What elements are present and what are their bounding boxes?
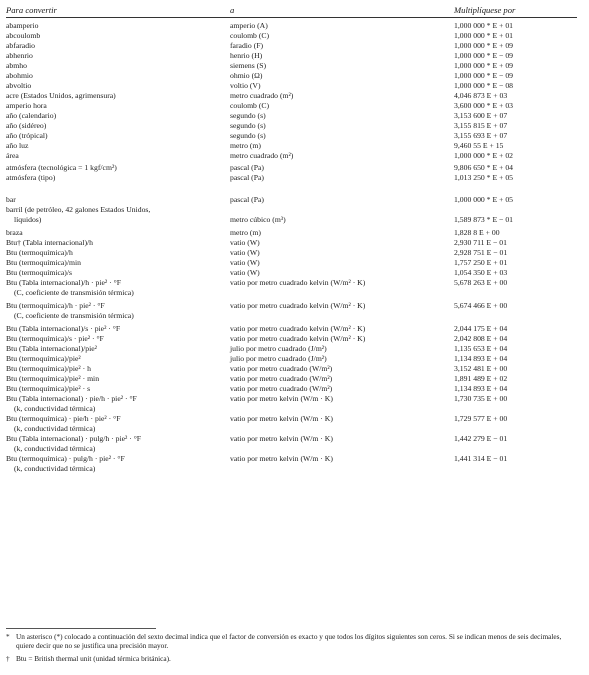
table-row (0, 434, 589, 444)
unit-from: Btu (termoquímica)/pie² · h (6, 364, 91, 373)
unit-to: vatio por metro cuadrado (W/m²) (230, 384, 333, 393)
unit-from: año (sidéreo) (6, 121, 47, 130)
table-row (0, 268, 589, 278)
table-row (0, 71, 589, 81)
table-row (0, 288, 589, 298)
conversion-factor: 1,000 000 * E + 01 (454, 21, 514, 30)
unit-to: vatio (W) (230, 238, 260, 247)
unit-from: Btu (termoquímica)/s (6, 268, 72, 277)
unit-from: atmósfera (tipo) (6, 173, 56, 182)
conversion-factor: 1,891 489 E + 02 (454, 374, 508, 383)
unit-from: líquidos) (14, 215, 42, 224)
conversion-factor: 1,589 873 * E − 01 (454, 215, 514, 224)
table-row (0, 121, 589, 131)
table-row (0, 101, 589, 111)
unit-from: Btu (termoquímica) · pulg/h · pie² · °F (6, 454, 125, 463)
unit-from: (k, conductividad térmica) (14, 464, 96, 473)
unit-to: voltio (V) (230, 81, 261, 90)
table-row (0, 334, 589, 344)
table-row (0, 344, 589, 354)
unit-from: abfaradio (6, 41, 36, 50)
unit-to: segundo (s) (230, 111, 266, 120)
unit-from: braza (6, 228, 23, 237)
unit-from: Btu (termoquímica) · pie/h · pie² · °F (6, 414, 121, 423)
unit-to: coulomb (C) (230, 101, 270, 110)
table-row (0, 354, 589, 364)
table-row (0, 81, 589, 91)
unit-from: bar (6, 195, 16, 204)
table-row (0, 464, 589, 474)
conversion-factor: 1,000 000 * E − 08 (454, 81, 514, 90)
unit-to: amperio (A) (230, 21, 268, 30)
unit-from: área (6, 151, 19, 160)
unit-from: Btu (termoquímica)/h (6, 248, 73, 257)
unit-to: vatio por metro cuadrado kelvin (W/m² · K) (230, 324, 366, 333)
unit-to: vatio (W) (230, 268, 260, 277)
unit-from: Btu (termoquímica)/min (6, 258, 81, 267)
table-row (0, 228, 589, 238)
conversion-factor: 1,013 250 * E + 05 (454, 173, 514, 182)
unit-to: vatio por metro kelvin (W/m · K) (230, 414, 333, 423)
table-header (6, 4, 577, 18)
conversion-factor: 2,930 711 E − 01 (454, 238, 507, 247)
conversion-factor: 1,134 893 E + 04 (454, 384, 508, 393)
unit-from: Btu (termoquímica)/pie² (6, 354, 81, 363)
table-row (0, 301, 589, 311)
footnote (6, 654, 575, 663)
unit-to: pascal (Pa) (230, 163, 264, 172)
conversion-factor: 1,000 000 * E + 05 (454, 195, 514, 204)
table-row (0, 151, 589, 161)
unit-from: (C, coeficiente de transmisión térmica) (14, 288, 134, 297)
unit-from: Btu (termoquímica)/pie² · min (6, 374, 100, 383)
unit-to: julio por metro cuadrado (J/m²) (230, 354, 327, 363)
table-row (0, 61, 589, 71)
footnote-separator (6, 628, 156, 629)
conversion-factor: 1,135 653 E + 04 (454, 344, 508, 353)
conversion-factor: 1,729 577 E + 00 (454, 414, 508, 423)
unit-from: acre (Estados Unidos, agrimensura) (6, 91, 116, 100)
table-row (0, 215, 589, 225)
unit-to: julio por metro cuadrado (J/m²) (230, 344, 327, 353)
unit-to: vatio por metro kelvin (W/m · K) (230, 454, 333, 463)
table-row (0, 394, 589, 404)
footnote-text: Btu = British thermal unit (unidad térmica británica). (16, 654, 171, 663)
table-row (0, 454, 589, 464)
unit-from: año (trópical) (6, 131, 48, 140)
unit-from: Btu† (Tabla internacional)/h (6, 238, 93, 247)
table-row (0, 238, 589, 248)
conversion-factor: 1,441 314 E − 01 (454, 454, 508, 463)
unit-to: segundo (s) (230, 121, 266, 130)
unit-from: atmósfera (tecnológica = 1 kgf/cm²) (6, 163, 117, 172)
unit-to: vatio por metro cuadrado kelvin (W/m² · K) (230, 301, 366, 310)
header-from: Para convertir (6, 5, 57, 15)
table-row (0, 414, 589, 424)
conversion-factor: 3,155 815 E + 07 (454, 121, 508, 130)
table-row (0, 404, 589, 414)
unit-to: vatio (W) (230, 258, 260, 267)
conversion-factor: 9,460 55 E + 15 (454, 141, 504, 150)
unit-to: metro cuadrado (m²) (230, 151, 294, 160)
unit-from: abcoulomb (6, 31, 41, 40)
conversion-factor: 1,000 000 * E + 09 (454, 41, 514, 50)
table-row (0, 173, 589, 183)
table-row (0, 131, 589, 141)
unit-to: vatio por metro cuadrado (W/m²) (230, 364, 333, 373)
unit-from: Btu (Tabla internacional) · pie/h · pie² · °F (6, 394, 137, 403)
unit-from: (k, conductividad térmica) (14, 424, 96, 433)
conversion-factor: 1,828 8 E + 00 (454, 228, 500, 237)
footnote-mark: † (6, 654, 10, 663)
unit-from: amperio hora (6, 101, 47, 110)
table-row (0, 111, 589, 121)
footnote (6, 632, 575, 650)
conversion-factor: 1,134 893 E + 04 (454, 354, 508, 363)
unit-to: vatio por metro cuadrado kelvin (W/m² · K) (230, 334, 366, 343)
unit-to: vatio por metro kelvin (W/m · K) (230, 394, 333, 403)
unit-to: segundo (s) (230, 131, 266, 140)
unit-to: metro cuadrado (m²) (230, 91, 294, 100)
table-row (0, 311, 589, 321)
table-row (0, 444, 589, 454)
unit-from: año (calendario) (6, 111, 57, 120)
conversion-factor: 3,155 693 E + 07 (454, 131, 508, 140)
unit-from: barril (de petróleo, 42 galones Estados Unidos, (6, 205, 151, 214)
table-row (0, 364, 589, 374)
unit-from: Btu (Tabla internacional) · pulg/h · pie² · °F (6, 434, 142, 443)
conversion-factor: 1,054 350 E + 03 (454, 268, 508, 277)
unit-to: siemens (S) (230, 61, 267, 70)
unit-to: metro cúbico (m³) (230, 215, 286, 224)
footnote-mark: * (6, 632, 10, 641)
table-row (0, 141, 589, 151)
conversion-factor: 4,046 873 E + 03 (454, 91, 508, 100)
unit-to: ohmio (Ω) (230, 71, 263, 80)
unit-from: (C, coeficiente de transmisión térmica) (14, 311, 134, 320)
unit-from: año luz (6, 141, 29, 150)
conversion-factor: 2,928 751 E − 01 (454, 248, 508, 257)
conversion-factor: 1,000 000 * E + 02 (454, 151, 514, 160)
unit-to: vatio por metro cuadrado (W/m²) (230, 374, 333, 383)
unit-from: (k, conductividad térmica) (14, 444, 96, 453)
unit-from: abhenrio (6, 51, 33, 60)
table-row (0, 41, 589, 51)
unit-to: pascal (Pa) (230, 195, 264, 204)
unit-to: metro (m) (230, 141, 261, 150)
unit-to: vatio por metro kelvin (W/m · K) (230, 434, 333, 443)
table-row (0, 374, 589, 384)
table-row (0, 384, 589, 394)
unit-from: abamperio (6, 21, 39, 30)
table-row (0, 91, 589, 101)
conversion-factor: 3,600 000 * E + 03 (454, 101, 514, 110)
unit-from: Btu (termoquímica)/pie² · s (6, 384, 91, 393)
unit-to: henrio (H) (230, 51, 263, 60)
conversion-factor: 1,000 000 * E + 01 (454, 31, 514, 40)
table-row (0, 258, 589, 268)
unit-from: Btu (Tabla internacional)/s · pie² · °F (6, 324, 121, 333)
table-row (0, 424, 589, 434)
conversion-factor: 1,000 000 * E − 09 (454, 71, 514, 80)
conversion-factor: 5,678 263 E + 00 (454, 278, 508, 287)
conversion-factor: 2,042 808 E + 04 (454, 334, 508, 343)
unit-from: abmho (6, 61, 27, 70)
conversion-factor: 1,000 000 * E + 09 (454, 61, 514, 70)
unit-to: faradio (F) (230, 41, 264, 50)
table-row (0, 21, 589, 31)
footnote-text: Un asterisco (*) colocado a continuación del sexto decimal indica que el factor de conversión es exacto y que todos los dígitos siguientes son ceros. Si se indican menos de seis decimales, quiere decir que no se justifica una precisión mayor. (16, 632, 562, 651)
conversion-factor: 1,442 279 E − 01 (454, 434, 508, 443)
unit-from: Btu (termoquímica)/s · pie² · °F (6, 334, 104, 343)
unit-from: Btu (Tabla internacional)/pie² (6, 344, 97, 353)
header-to: a (230, 5, 235, 15)
table-row (0, 163, 589, 173)
conversion-factor: 1,730 735 E + 00 (454, 394, 508, 403)
unit-from: Btu (termoquímica)/h · pie² · °F (6, 301, 105, 310)
unit-to: metro (m) (230, 228, 261, 237)
header-factor: Multiplíquese por (454, 5, 516, 15)
table-row (0, 324, 589, 334)
table-row (0, 205, 589, 215)
unit-from: abvoltio (6, 81, 32, 90)
conversion-factor: 1,757 250 E + 01 (454, 258, 508, 267)
unit-from: Btu (Tabla internacional)/h · pie² · °F (6, 278, 121, 287)
unit-from: abohmio (6, 71, 33, 80)
conversion-factor: 3,153 600 E + 07 (454, 111, 508, 120)
unit-to: vatio por metro cuadrado kelvin (W/m² · K) (230, 278, 366, 287)
conversion-factor: 9,806 650 * E + 04 (454, 163, 514, 172)
table-row (0, 195, 589, 205)
table-row (0, 51, 589, 61)
unit-from: (k, conductividad térmica) (14, 404, 96, 413)
conversion-factor: 5,674 466 E + 00 (454, 301, 508, 310)
unit-to: pascal (Pa) (230, 173, 264, 182)
table-row (0, 248, 589, 258)
unit-to: vatio (W) (230, 248, 260, 257)
conversion-factor: 3,152 481 E + 00 (454, 364, 508, 373)
table-row (0, 31, 589, 41)
unit-to: coulomb (C) (230, 31, 270, 40)
conversion-factor: 2,044 175 E + 04 (454, 324, 508, 333)
conversion-factor: 1,000 000 * E − 09 (454, 51, 514, 60)
table-row (0, 278, 589, 288)
